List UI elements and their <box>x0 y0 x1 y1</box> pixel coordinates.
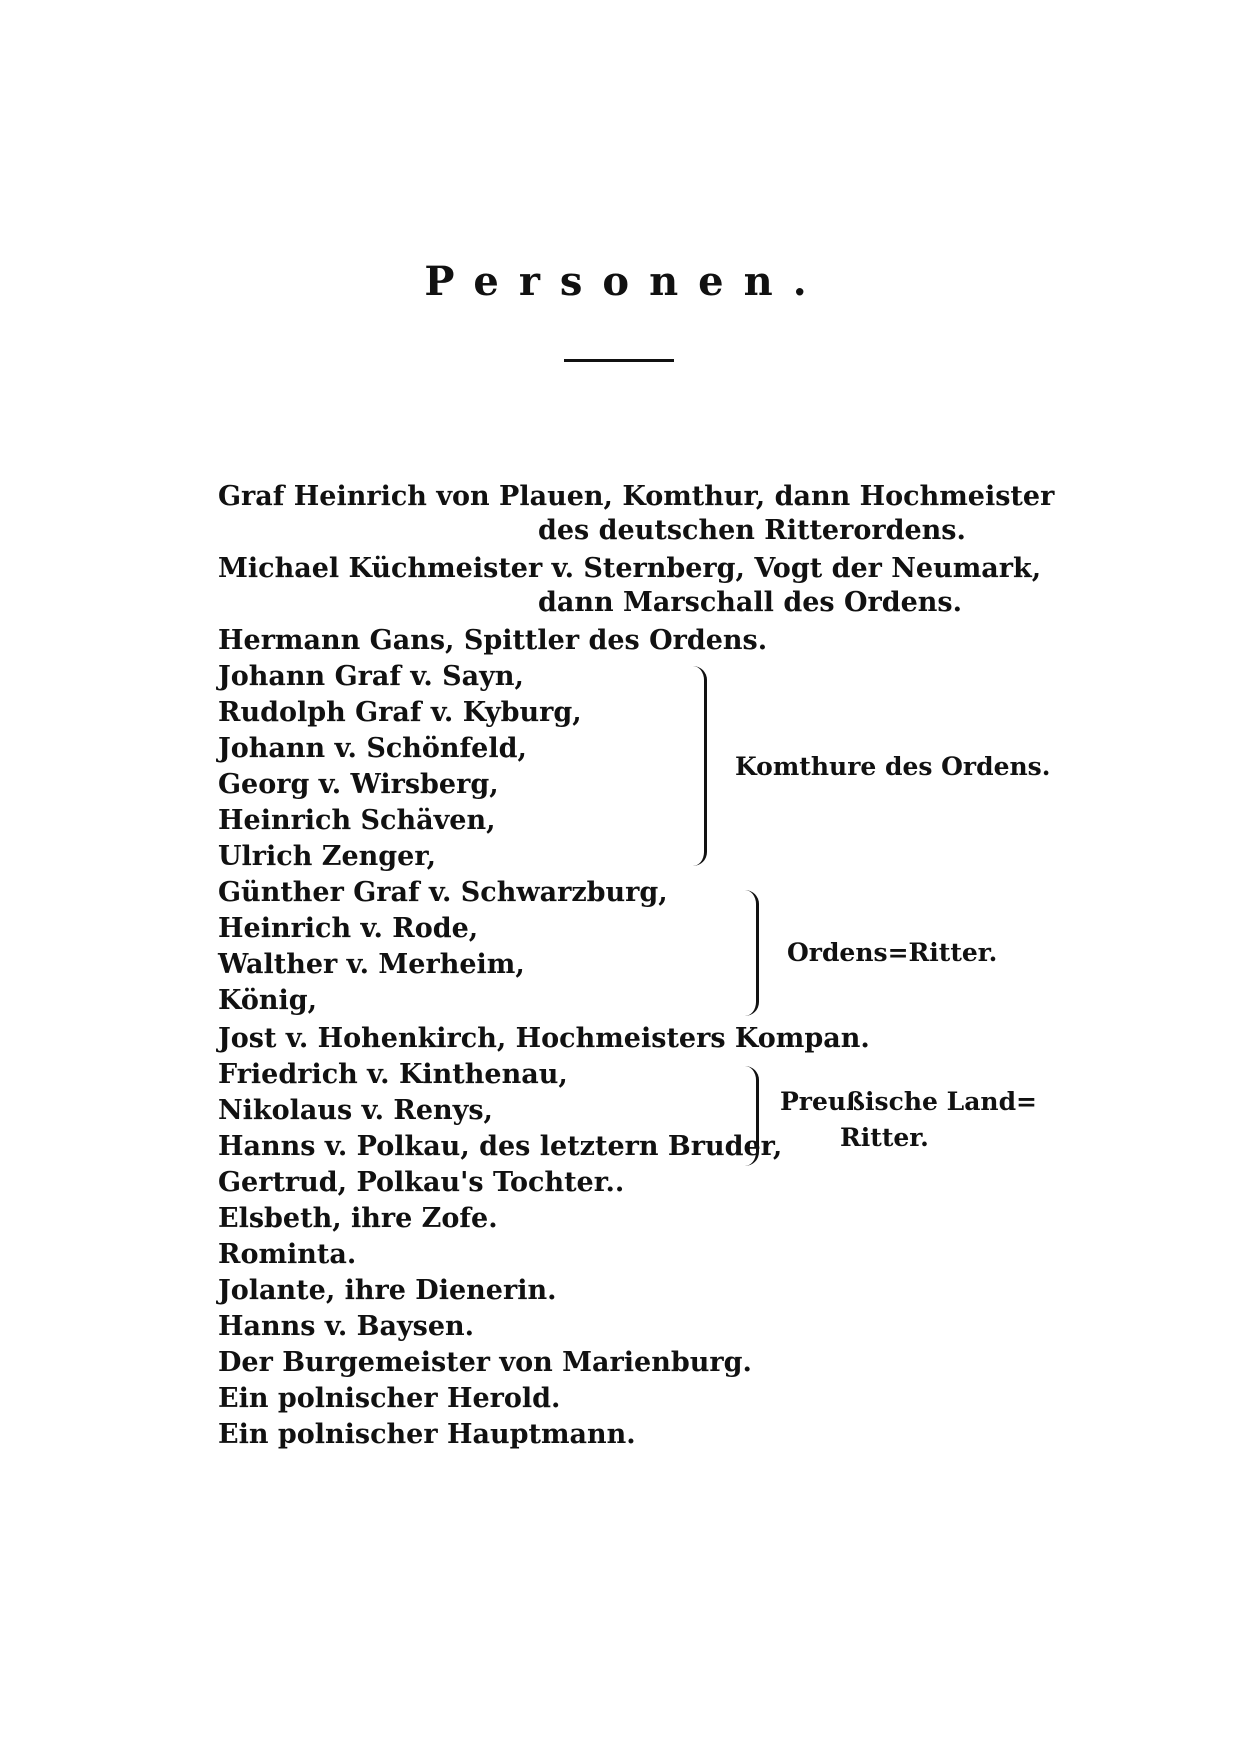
cast-entry: Heinrich v. Rode, <box>218 913 479 944</box>
cast-entry: Georg v. Wirsberg, <box>218 769 499 800</box>
cast-entry: Ulrich Zenger, <box>218 841 436 872</box>
cast-entry: Hermann Gans, Spittler des Ordens. <box>218 625 768 656</box>
cast-entry: Günther Graf v. Schwarzburg, <box>218 877 668 908</box>
cast-entry: Johann v. Schönfeld, <box>218 733 527 764</box>
page-title: Personen. <box>424 258 827 305</box>
cast-entry: Hanns v. Polkau, des letztern Bruder, <box>218 1131 783 1162</box>
cast-entry: Jolante, ihre Dienerin. <box>218 1275 557 1306</box>
group-label-ordensritter: Ordens=Ritter. <box>787 938 998 967</box>
cast-entry: Ein polnischer Hauptmann. <box>218 1419 636 1450</box>
cast-entry: Der Burgemeister von Marienburg. <box>218 1347 752 1378</box>
cast-entry: Nikolaus v. Renys, <box>218 1095 493 1126</box>
cast-entry: Jost v. Hohenkirch, Hochmeisters Kompan. <box>218 1023 870 1054</box>
cast-entry: Michael Küchmeister v. Sternberg, Vogt der Neumark, <box>218 553 1042 584</box>
cast-entry: Johann Graf v. Sayn, <box>218 661 524 692</box>
cast-entry: Graf Heinrich von Plauen, Komthur, dann Hochmeister <box>218 481 1055 512</box>
group-label-landritter-line1: Preußische Land= <box>780 1087 1038 1116</box>
cast-entry: Elsbeth, ihre Zofe. <box>218 1203 498 1234</box>
title-rule <box>564 359 674 362</box>
brace-komthure <box>690 666 707 866</box>
brace-landritter <box>742 1066 759 1166</box>
cast-entry-continuation: dann Marschall des Ordens. <box>538 587 963 618</box>
group-label-landritter-line2: Ritter. <box>840 1123 929 1152</box>
cast-entry: Heinrich Schäven, <box>218 805 496 836</box>
cast-entry: Ein polnischer Herold. <box>218 1383 561 1414</box>
cast-entry: Rominta. <box>218 1239 357 1270</box>
cast-entry: Hanns v. Baysen. <box>218 1311 475 1342</box>
cast-entry: Friedrich v. Kinthenau, <box>218 1059 568 1090</box>
brace-ordensritter <box>742 890 759 1016</box>
group-label-komthure: Komthure des Ordens. <box>735 752 1051 781</box>
cast-entry: König, <box>218 985 318 1016</box>
cast-entry: Rudolph Graf v. Kyburg, <box>218 697 582 728</box>
cast-entry: Gertrud, Polkau's Tochter.. <box>218 1167 625 1198</box>
cast-entry: Walther v. Merheim, <box>218 949 525 980</box>
cast-entry-continuation: des deutschen Ritterordens. <box>538 515 966 546</box>
